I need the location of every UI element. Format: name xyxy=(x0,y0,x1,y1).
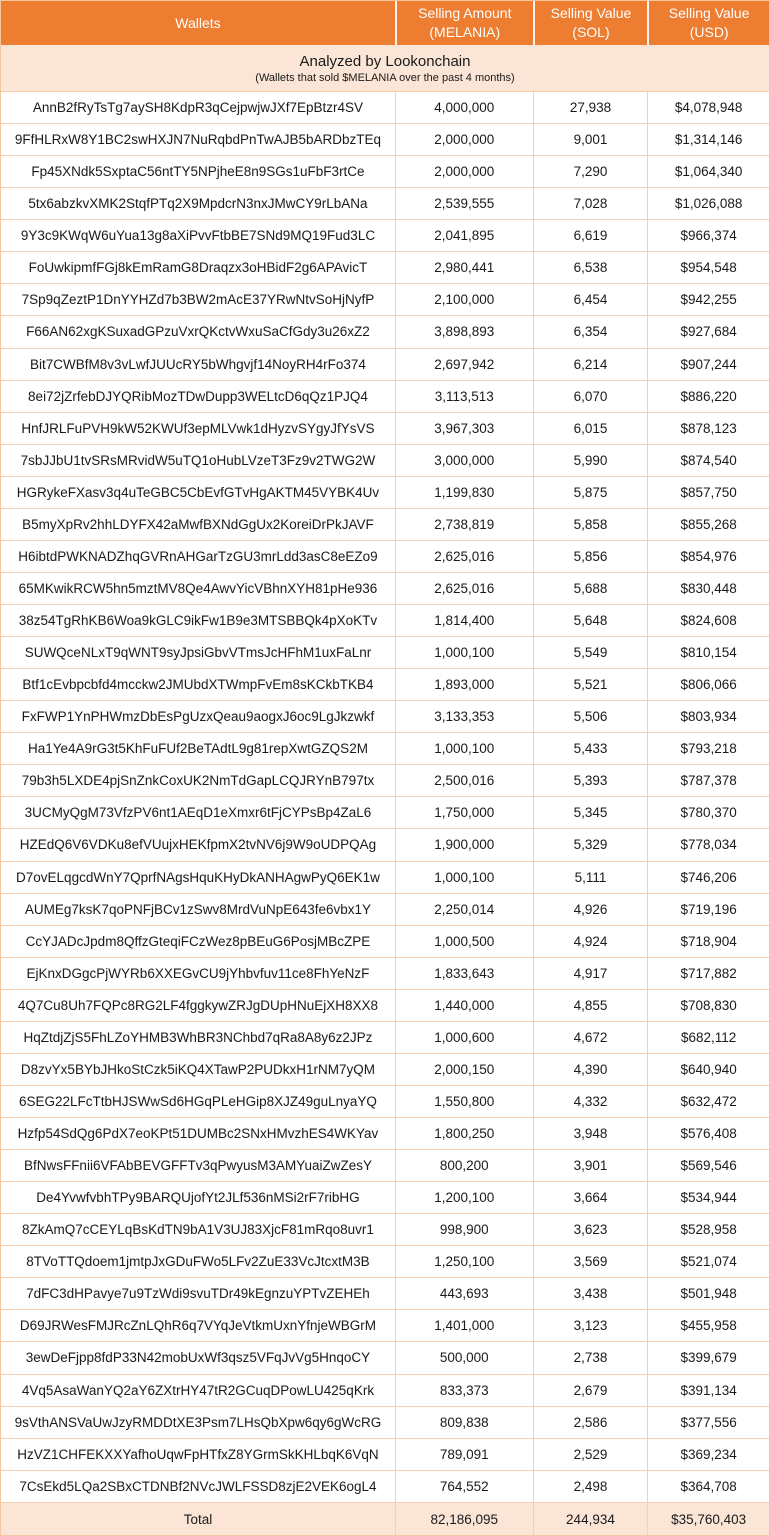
table-row xyxy=(1,1214,769,1246)
table-row xyxy=(1,797,769,829)
selling-value-usd-cell: $1,064,340 xyxy=(647,156,769,187)
table-row xyxy=(1,124,769,156)
selling-value-usd-cell: $718,904 xyxy=(647,926,769,957)
column-header-selling-value-usd xyxy=(647,1,769,45)
selling-amount-cell: 1,833,643 xyxy=(395,958,533,989)
selling-amount-cell: 2,980,441 xyxy=(395,252,533,283)
table-row xyxy=(1,1310,769,1342)
table-row xyxy=(1,1022,769,1054)
selling-value-usd-cell: $528,958 xyxy=(647,1214,769,1245)
table-row xyxy=(1,1342,769,1374)
selling-value-sol-cell: 5,506 xyxy=(533,701,648,732)
selling-amount-cell: 2,100,000 xyxy=(395,284,533,315)
selling-value-usd-cell: $521,074 xyxy=(647,1246,769,1277)
selling-value-sol-cell: 9,001 xyxy=(533,124,648,155)
selling-amount-cell: 2,539,555 xyxy=(395,188,533,219)
table-row xyxy=(1,156,769,188)
selling-value-sol-cell: 3,948 xyxy=(533,1118,648,1149)
selling-value-usd-cell: $682,112 xyxy=(647,1022,769,1053)
selling-value-usd-cell: $907,244 xyxy=(647,349,769,380)
table-row xyxy=(1,541,769,573)
selling-value-sol-cell: 4,917 xyxy=(533,958,648,989)
wallet-address-cell: Bit7CWBfM8v3vLwfJUUcRY5bWhgvjf14NoyRH4rFo374 xyxy=(30,356,366,372)
table-row xyxy=(1,605,769,637)
selling-value-sol-cell: 3,901 xyxy=(533,1150,648,1181)
selling-value-sol-cell: 5,111 xyxy=(533,862,648,893)
selling-value-usd-cell: $857,750 xyxy=(647,477,769,508)
wallet-address-cell: 38z54TgRhKB6Woa9kGLC9ikFw1B9e3MTSBBQk4pXoKTv xyxy=(18,613,378,629)
selling-amount-cell: 3,898,893 xyxy=(395,316,533,347)
selling-value-sol-cell: 6,070 xyxy=(533,381,648,412)
selling-value-sol-cell: 5,875 xyxy=(533,477,648,508)
table-row xyxy=(1,894,769,926)
selling-value-sol-cell: 3,664 xyxy=(533,1182,648,1213)
column-header-selling-amount-line1: Selling Amount xyxy=(418,5,512,22)
selling-value-usd-cell: $780,370 xyxy=(647,797,769,828)
selling-value-sol-cell: 3,569 xyxy=(533,1246,648,1277)
selling-amount-cell: 1,900,000 xyxy=(395,829,533,860)
wallet-address-cell: 65MKwikRCW5hn5mztMV8Qe4AwvYicVBhnXYH81pHe936 xyxy=(18,580,378,596)
wallet-address-cell: Ha1Ye4A9rG3t5KhFuFUf2BeTAdtL9g81repXwtGZQS2M xyxy=(28,741,368,757)
selling-amount-cell: 2,738,819 xyxy=(395,509,533,540)
selling-value-sol-cell: 6,015 xyxy=(533,413,648,444)
selling-amount-cell: 2,041,895 xyxy=(395,220,533,251)
total-usd: $35,760,403 xyxy=(647,1503,769,1535)
selling-amount-cell: 809,838 xyxy=(395,1407,533,1438)
selling-value-usd-cell: $824,608 xyxy=(647,605,769,636)
table-row xyxy=(1,926,769,958)
table-row xyxy=(1,349,769,381)
selling-amount-cell: 1,750,000 xyxy=(395,797,533,828)
selling-amount-cell: 2,000,000 xyxy=(395,124,533,155)
wallet-address-cell: F66AN62xgKSuxadGPzuVxrQKctvWxuSaCfGdy3u26xZ2 xyxy=(26,324,370,340)
selling-value-usd-cell: $954,548 xyxy=(647,252,769,283)
selling-value-usd-cell: $399,679 xyxy=(647,1342,769,1373)
selling-amount-cell: 1,893,000 xyxy=(395,669,533,700)
selling-value-sol-cell: 3,438 xyxy=(533,1278,648,1309)
selling-value-usd-cell: $886,220 xyxy=(647,381,769,412)
selling-value-sol-cell: 6,214 xyxy=(533,349,648,380)
selling-value-sol-cell: 2,738 xyxy=(533,1342,648,1373)
column-header-selling-value-sol-line1: Selling Value xyxy=(550,5,632,22)
selling-value-usd-cell: $708,830 xyxy=(647,990,769,1021)
selling-value-sol-cell: 5,433 xyxy=(533,733,648,764)
selling-value-sol-cell: 4,924 xyxy=(533,926,648,957)
selling-amount-cell: 3,133,353 xyxy=(395,701,533,732)
selling-value-sol-cell: 4,855 xyxy=(533,990,648,1021)
wallet-address-cell: 79b3h5LXDE4pjSnZnkCoxUK2NmTdGapLCQJRYnB797tx xyxy=(21,773,375,789)
wallet-address-cell: 8ZkAmQ7cCEYLqBsKdTN9bA1V3UJ83XjcF81mRqo8uvr1 xyxy=(22,1222,374,1238)
wallet-address-cell: De4YvwfvbhTPy9BARQUjofYt2JLf536nMSi2rF7ribHG xyxy=(36,1190,360,1206)
selling-value-usd-cell: $855,268 xyxy=(647,509,769,540)
column-header-selling-value-usd-line2: (USD) xyxy=(689,24,729,40)
wallet-address-cell: AUMEg7ksK7qoPNFjBCv1zSwv8MrdVuNpE643fe6vbx1Y xyxy=(24,901,372,917)
selling-value-sol-cell: 5,858 xyxy=(533,509,648,540)
selling-amount-cell: 2,500,016 xyxy=(395,765,533,796)
selling-value-usd-cell: $803,934 xyxy=(647,701,769,732)
selling-value-usd-cell: $927,684 xyxy=(647,316,769,347)
selling-value-sol-cell: 4,390 xyxy=(533,1054,648,1085)
selling-value-sol-cell: 6,538 xyxy=(533,252,648,283)
selling-value-usd-cell: $501,948 xyxy=(647,1278,769,1309)
wallet-address-cell: 7sbJJbU1tvSRsMRvidW5uTQ1oHubLVzeT3Fz9v2TWG2W xyxy=(20,452,376,468)
selling-amount-cell: 1,000,600 xyxy=(395,1022,533,1053)
table-row xyxy=(1,413,769,445)
wallet-address-cell: Hzfp54SdQg6PdX7eoKPt51DUMBc2SNxHMvzhES4WKYav xyxy=(17,1126,379,1142)
selling-value-usd-cell: $455,958 xyxy=(647,1310,769,1341)
selling-value-sol-cell: 5,329 xyxy=(533,829,648,860)
table-row xyxy=(1,862,769,894)
selling-amount-cell: 1,200,100 xyxy=(395,1182,533,1213)
selling-amount-cell: 4,000,000 xyxy=(395,92,533,123)
table-row xyxy=(1,220,769,252)
wallet-address-cell: D69JRWesFMJRcZnLQhR6q7VYqJeVtkmUxnYfnjeWBGrM xyxy=(19,1318,377,1334)
selling-value-sol-cell: 3,623 xyxy=(533,1214,648,1245)
table-row xyxy=(1,990,769,1022)
selling-amount-cell: 1,401,000 xyxy=(395,1310,533,1341)
wallet-address-cell: 9Y3c9KWqW6uYua13g8aXiPvvFtbBE7SNd9MQ19Fud3LC xyxy=(20,228,376,244)
selling-value-usd-cell: $806,066 xyxy=(647,669,769,700)
selling-amount-cell: 1,550,800 xyxy=(395,1086,533,1117)
selling-value-usd-cell: $719,196 xyxy=(647,894,769,925)
selling-amount-cell: 764,552 xyxy=(395,1471,533,1502)
wallet-address-cell: B5myXpRv2hhLDYFX42aMwfBXNdGgUx2KoreiDrPkJAVF xyxy=(22,516,374,532)
column-header-selling-amount-line2: (MELANIA) xyxy=(429,24,501,40)
selling-value-sol-cell: 6,619 xyxy=(533,220,648,251)
selling-value-sol-cell: 5,521 xyxy=(533,669,648,700)
selling-value-sol-cell: 5,345 xyxy=(533,797,648,828)
wallet-address-cell: 8ei72jZrfebDJYQRibMozTDwDupp3WELtcD6qQz1PJQ4 xyxy=(28,388,368,404)
analysis-title: Analyzed by Lookonchain xyxy=(299,52,471,70)
selling-value-usd-cell: $830,448 xyxy=(647,573,769,604)
selling-value-usd-cell: $717,882 xyxy=(647,958,769,989)
wallet-address-cell: EjKnxDGgcPjWYRb6XXEGvCU9jYhbvfuv11ce8FhYeNzF xyxy=(26,965,370,981)
table-row xyxy=(1,1118,769,1150)
column-header-selling-value-usd-line1: Selling Value xyxy=(668,5,750,22)
selling-value-usd-cell: $810,154 xyxy=(647,637,769,668)
table-row xyxy=(1,284,769,316)
wallet-address-cell: D8zvYx5BYbJHkoStCzk5iKQ4XTawP2PUDkxH1rNM7yQM xyxy=(20,1061,376,1077)
total-label: Total xyxy=(183,1511,213,1527)
table-row xyxy=(1,1150,769,1182)
wallet-address-cell: 7dFC3dHPavye7u9TzWdi9svuTDr49kEgnzuYPTvZEHEh xyxy=(26,1286,370,1302)
selling-amount-cell: 3,967,303 xyxy=(395,413,533,444)
table-row xyxy=(1,637,769,669)
table-row xyxy=(1,1375,769,1407)
selling-amount-cell: 3,113,513 xyxy=(395,381,533,412)
wallet-address-cell: 3ewDeFjpp8fdP33N42mobUxWf3qsz5VFqJvVg5HnqoCY xyxy=(25,1350,371,1366)
total-row xyxy=(1,1503,769,1535)
wallet-address-cell: D7ovELqgcdWnY7QprfNAgsHquKHyDkANHAgwPyQ6EK1w xyxy=(16,869,380,885)
wallet-address-cell: 6SEG22LFcTtbHJSWwSd6HGqPLeHGip8XJZ49guLnyaYQ xyxy=(19,1093,377,1109)
selling-value-usd-cell: $391,134 xyxy=(647,1375,769,1406)
column-header-wallets xyxy=(1,1,395,45)
selling-value-usd-cell: $793,218 xyxy=(647,733,769,764)
table-row xyxy=(1,1278,769,1310)
column-header-selling-amount xyxy=(395,1,533,45)
selling-value-usd-cell: $364,708 xyxy=(647,1471,769,1502)
wallet-address-cell: 8TVoTTQdoem1jmtpJxGDuFWo5LFv2ZuE33VcJtcxtM3B xyxy=(26,1254,370,1270)
selling-value-sol-cell: 5,648 xyxy=(533,605,648,636)
selling-value-sol-cell: 7,290 xyxy=(533,156,648,187)
selling-amount-cell: 2,000,000 xyxy=(395,156,533,187)
wallet-address-cell: HzVZ1CHFEKXXYafhoUqwFpHTfxZ8YGrmSkKHLbqK6VqN xyxy=(17,1446,379,1462)
table-row xyxy=(1,92,769,124)
selling-value-usd-cell: $4,078,948 xyxy=(647,92,769,123)
wallet-address-cell: 9sVthANSVaUwJzyRMDDtXE3Psm7LHsQbXpw6qy6gWcRG xyxy=(14,1414,382,1430)
wallet-address-cell: FxFWP1YnPHWmzDbEsPgUzxQeau9aogxJ6oc9LgJkzwkf xyxy=(21,709,375,725)
selling-value-usd-cell: $640,940 xyxy=(647,1054,769,1085)
selling-amount-cell: 789,091 xyxy=(395,1439,533,1470)
table-row xyxy=(1,252,769,284)
table-row xyxy=(1,1471,769,1503)
selling-value-sol-cell: 4,332 xyxy=(533,1086,648,1117)
selling-value-sol-cell: 7,028 xyxy=(533,188,648,219)
selling-value-usd-cell: $632,472 xyxy=(647,1086,769,1117)
table-row xyxy=(1,701,769,733)
selling-value-usd-cell: $576,408 xyxy=(647,1118,769,1149)
selling-amount-cell: 1,250,100 xyxy=(395,1246,533,1277)
table-row xyxy=(1,381,769,413)
selling-amount-cell: 1,000,500 xyxy=(395,926,533,957)
selling-value-usd-cell: $878,123 xyxy=(647,413,769,444)
wallet-address-cell: 7CsEkd5LQa2SBxCTDNBf2NVcJWLFSSD8zjE2VEK6ogL4 xyxy=(19,1478,377,1494)
selling-amount-cell: 1,000,100 xyxy=(395,637,533,668)
selling-value-usd-cell: $874,540 xyxy=(647,445,769,476)
table-row xyxy=(1,188,769,220)
selling-amount-cell: 2,625,016 xyxy=(395,541,533,572)
selling-value-sol-cell: 6,454 xyxy=(533,284,648,315)
selling-amount-cell: 998,900 xyxy=(395,1214,533,1245)
table-row xyxy=(1,1182,769,1214)
wallet-address-cell: Fp45XNdk5SxptaC56ntTY5NPjheE8n9SGs1uFbF3rtCe xyxy=(31,164,365,180)
selling-amount-cell: 800,200 xyxy=(395,1150,533,1181)
selling-value-usd-cell: $1,026,088 xyxy=(647,188,769,219)
selling-amount-cell: 1,199,830 xyxy=(395,477,533,508)
table-row xyxy=(1,477,769,509)
selling-value-sol-cell: 4,672 xyxy=(533,1022,648,1053)
selling-value-usd-cell: $778,034 xyxy=(647,829,769,860)
selling-value-usd-cell: $787,378 xyxy=(647,765,769,796)
wallet-address-cell: 4Vq5AsaWanYQ2aY6ZXtrHY47tR2GCuqDPowLU425qKrk xyxy=(21,1382,375,1398)
table-row xyxy=(1,765,769,797)
selling-amount-cell: 833,373 xyxy=(395,1375,533,1406)
selling-value-usd-cell: $746,206 xyxy=(647,862,769,893)
table-row xyxy=(1,1407,769,1439)
table-row xyxy=(1,509,769,541)
total-amount: 82,186,095 xyxy=(395,1503,533,1535)
total-sol: 244,934 xyxy=(533,1503,648,1535)
table-row xyxy=(1,1439,769,1471)
table-row xyxy=(1,573,769,605)
wallet-address-cell: Btf1cEvbpcbfd4mcckw2JMUbdXTWmpFvEm8sKCkbTKB4 xyxy=(22,677,374,693)
table-row xyxy=(1,733,769,765)
table-header-row xyxy=(1,1,769,45)
wallet-address-cell: HnfJRLFuPVH9kW52KWUf3epMLVwk1dHyzvSYgyJfYsVS xyxy=(21,420,375,436)
wallet-address-cell: 9FfHLRxW8Y1BC2swHXJN7NuRqbdPnTwAJB5bARDbzTEq xyxy=(14,132,382,148)
wallet-address-cell: 5tx6abzkvXMK2StqfPTq2X9MpdcrN3nxJMwCY9rLbANa xyxy=(28,196,368,212)
wallet-address-cell: BfNwsFFnii6VFAbBEVGFFTv3qPwyusM3AMYuaiZwZesY xyxy=(23,1158,373,1174)
table-body xyxy=(1,92,769,1503)
selling-value-usd-cell: $966,374 xyxy=(647,220,769,251)
selling-value-usd-cell: $377,556 xyxy=(647,1407,769,1438)
selling-value-sol-cell: 5,856 xyxy=(533,541,648,572)
selling-value-sol-cell: 5,688 xyxy=(533,573,648,604)
wallet-address-cell: H6ibtdPWKNADZhqGVRnAHGarTzGU3mrLdd3asC8eEZo9 xyxy=(18,548,378,564)
selling-value-sol-cell: 3,123 xyxy=(533,1310,648,1341)
wallet-address-cell: HGRykeFXasv3q4uTeGBC5CbEvfGTvHgAKTM45VYBK4Uv xyxy=(16,484,380,500)
selling-amount-cell: 2,000,150 xyxy=(395,1054,533,1085)
wallet-address-cell: 7Sp9qZeztP1DnYYHZd7b3BW2mAcE37YRwNtvSoHjNyfP xyxy=(21,292,375,308)
selling-amount-cell: 2,250,014 xyxy=(395,894,533,925)
selling-amount-cell: 1,000,100 xyxy=(395,862,533,893)
selling-amount-cell: 500,000 xyxy=(395,1342,533,1373)
selling-value-sol-cell: 5,990 xyxy=(533,445,648,476)
table-row xyxy=(1,958,769,990)
table-row xyxy=(1,445,769,477)
selling-amount-cell: 2,697,942 xyxy=(395,349,533,380)
selling-amount-cell: 1,814,400 xyxy=(395,605,533,636)
selling-value-sol-cell: 2,498 xyxy=(533,1471,648,1502)
selling-amount-cell: 443,693 xyxy=(395,1278,533,1309)
table-row xyxy=(1,1246,769,1278)
wallet-address-cell: SUWQceNLxT9qWNT9syJpsiGbvVTmsJcHFhM1uxFaLnr xyxy=(24,645,372,661)
wallet-address-cell: FoUwkipmfFGj8kEmRamG8Draqzx3oHBidF2g6APAvicT xyxy=(28,260,368,276)
selling-amount-cell: 1,800,250 xyxy=(395,1118,533,1149)
selling-value-sol-cell: 5,393 xyxy=(533,765,648,796)
wallet-address-cell: HZEdQ6V6VDKu8efVUujxHEKfpmX2tvNV6j9W9oUDPQAg xyxy=(19,837,377,853)
selling-value-usd-cell: $369,234 xyxy=(647,1439,769,1470)
selling-value-sol-cell: 2,529 xyxy=(533,1439,648,1470)
selling-value-sol-cell: 6,354 xyxy=(533,316,648,347)
selling-value-sol-cell: 27,938 xyxy=(533,92,648,123)
selling-value-usd-cell: $1,314,146 xyxy=(647,124,769,155)
wallet-address-cell: HqZtdjZjS5FhLZoYHMB3WhBR3NChbd7qRa8A8y6z2JPz xyxy=(23,1029,373,1045)
selling-value-usd-cell: $854,976 xyxy=(647,541,769,572)
wallet-address-cell: CcYJADcJpdm8QffzGteqiFCzWez8pBEuG6PosjMBcZPE xyxy=(25,933,371,949)
selling-value-sol-cell: 5,549 xyxy=(533,637,648,668)
selling-value-usd-cell: $534,944 xyxy=(647,1182,769,1213)
table-row xyxy=(1,1054,769,1086)
wallet-address-cell: 4Q7Cu8Uh7FQPc8RG2LF4fggkywZRJgDUpHNuEjXH8XX8 xyxy=(17,997,379,1013)
selling-value-sol-cell: 4,926 xyxy=(533,894,648,925)
selling-amount-cell: 1,440,000 xyxy=(395,990,533,1021)
table-row xyxy=(1,1086,769,1118)
selling-amount-cell: 2,625,016 xyxy=(395,573,533,604)
selling-value-sol-cell: 2,586 xyxy=(533,1407,648,1438)
selling-amount-cell: 1,000,100 xyxy=(395,733,533,764)
table-row xyxy=(1,829,769,861)
analysis-subtitle: (Wallets that sold $MELANIA over the past 4 months) xyxy=(255,71,515,84)
column-header-wallets-label: Wallets xyxy=(175,14,221,31)
selling-value-usd-cell: $942,255 xyxy=(647,284,769,315)
selling-amount-cell: 3,000,000 xyxy=(395,445,533,476)
table-row xyxy=(1,316,769,348)
analysis-band xyxy=(1,45,769,92)
wallet-address-cell: 3UCMyQgM73VfzPV6nt1AEqD1eXmxr6tFjCYPsBp4ZaL6 xyxy=(24,805,372,821)
selling-value-sol-cell: 2,679 xyxy=(533,1375,648,1406)
column-header-selling-value-sol-line2: (SOL) xyxy=(572,24,610,40)
column-header-selling-value-sol xyxy=(533,1,648,45)
table-row xyxy=(1,669,769,701)
selling-value-usd-cell: $569,546 xyxy=(647,1150,769,1181)
wallet-address-cell: AnnB2fRyTsTg7aySH8KdpR3qCejpwjwJXf7EpBtzr4SV xyxy=(32,100,364,116)
